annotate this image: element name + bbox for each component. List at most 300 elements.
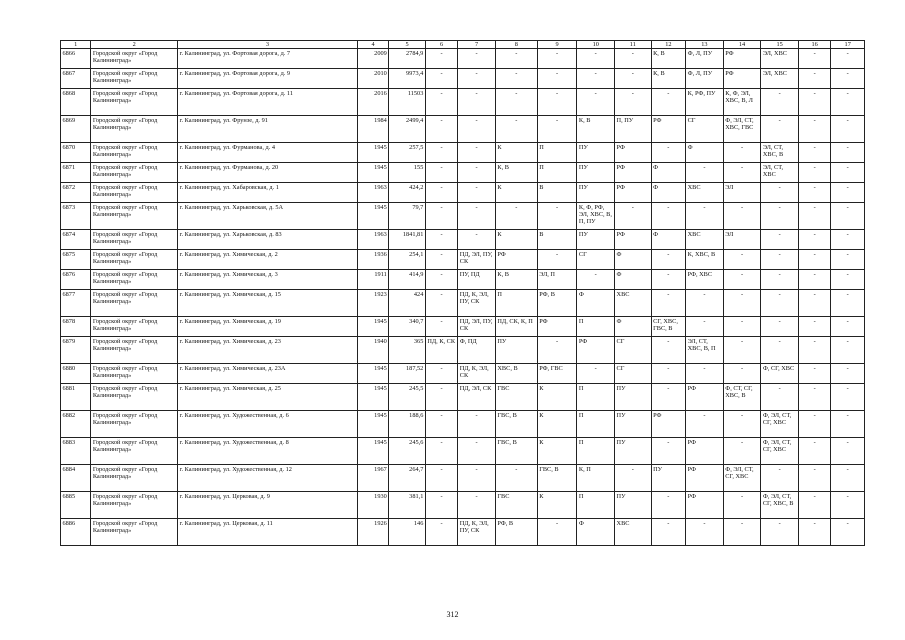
table-cell: - [458,183,496,203]
table-cell: 2009 [357,49,388,69]
table-cell: РФ [723,49,761,69]
table-cell: Городской округ «Город Калининград» [91,203,178,230]
table-cell: 6873 [61,203,91,230]
table-cell: Ф [615,250,652,270]
table-cell: г. Калининград, ул. Химическая, д. 25 [178,384,358,411]
table-row [61,163,865,183]
table-cell: - [458,492,496,519]
table-cell: - [798,364,830,384]
table-cell: - [495,465,537,492]
table-cell: СГ [577,250,615,270]
table-cell: П [577,384,615,411]
table-cell: П [537,143,577,163]
table-cell: - [723,203,761,230]
table-cell: К, ХВС, В [686,250,724,270]
table-cell: П [577,411,615,438]
table-cell: - [761,230,799,250]
table-cell: 6882 [61,411,91,438]
table-cell: г. Калининград, ул. Химическая, д. 23А [178,364,358,384]
table-cell: ПД, К, ЭЛ, ПУ, СК [458,519,496,546]
table-cell: - [831,317,865,337]
table-row [61,89,865,116]
table-cell: - [651,384,686,411]
table-cell: Городской округ «Город Калининград» [91,143,178,163]
table-cell: 414,9 [389,270,426,290]
table-cell: - [798,317,830,337]
table-cell: - [425,384,457,411]
table-cell: - [798,337,830,364]
table-cell: 365 [389,337,426,364]
table-cell: ЭЛ [723,183,761,203]
table-cell: 187,52 [389,364,426,384]
table-cell: - [686,163,724,183]
table-cell: Городской округ «Город Калининград» [91,89,178,116]
table-cell: - [798,290,830,317]
table-cell: П [537,163,577,183]
table-cell: - [577,49,615,69]
table-cell: ХВС [615,519,652,546]
table-row [61,337,865,364]
table-cell: РФ [686,438,724,465]
table-cell: К [537,492,577,519]
table-cell: РФ, В [495,519,537,546]
table-row [61,270,865,290]
table-cell: - [831,411,865,438]
table-cell: - [425,69,457,89]
column-number-header: 11 [615,41,652,49]
table-cell: 1945 [357,411,388,438]
table-cell: - [798,270,830,290]
table-cell: Ф, ЭЛ, СТ, СГ, ХВС [723,465,761,492]
table-cell: - [615,465,652,492]
table-cell: 1963 [357,183,388,203]
table-cell: 6876 [61,270,91,290]
table-cell: 254,1 [389,250,426,270]
table-cell: - [458,49,496,69]
table-cell: Городской округ «Город Калининград» [91,183,178,203]
table-cell: - [798,69,830,89]
table-cell: 245,5 [389,384,426,411]
table-cell: Ф, Л, ПУ [686,69,724,89]
table-cell: РФ, ХВС [686,270,724,290]
table-cell: Ф [577,290,615,317]
table-cell: 6877 [61,290,91,317]
table-cell: РФ [686,492,724,519]
register-table [60,40,865,546]
table-cell: ПУ [577,230,615,250]
table-cell: 6869 [61,116,91,143]
table-row [61,230,865,250]
table-cell: 6886 [61,519,91,546]
table-cell: 6881 [61,384,91,411]
table-cell: - [651,89,686,116]
table-cell: ХВС [686,183,724,203]
table-cell: - [798,116,830,143]
table-cell: РФ, В [537,290,577,317]
column-number-header: 2 [91,41,178,49]
table-cell: К, В [495,270,537,290]
table-cell: 6883 [61,438,91,465]
column-number-header: 6 [425,41,457,49]
table-cell: - [798,143,830,163]
table-cell: - [831,49,865,69]
table-cell: г. Калининград, ул. Художественная, д. 12 [178,465,358,492]
table-cell: - [458,116,496,143]
table-cell: К [537,384,577,411]
table-cell: - [458,143,496,163]
table-cell: В [537,230,577,250]
table-cell: ПУ [615,411,652,438]
table-cell: - [577,270,615,290]
table-cell: 1926 [357,519,388,546]
table-cell: - [831,337,865,364]
table-cell: - [651,337,686,364]
table-cell: г. Калининград, ул. Харьковская, д. 5А [178,203,358,230]
table-cell: РФ [577,337,615,364]
table-cell: ПУ [577,143,615,163]
table-cell: г. Калининград, ул. Фортовая дорога, д. 9 [178,69,358,89]
table-cell: - [798,465,830,492]
table-cell: Ф, СТ, СГ, ХВС, В [723,384,761,411]
table-cell: - [686,317,724,337]
table-cell: - [723,364,761,384]
table-cell: - [798,183,830,203]
table-cell: - [615,89,652,116]
table-cell: - [798,250,830,270]
table-cell: г. Калининград, ул. Церковая, д. 9 [178,492,358,519]
table-cell: - [831,203,865,230]
column-number-header: 14 [723,41,761,49]
table-cell: 6878 [61,317,91,337]
table-cell: - [425,411,457,438]
table-cell: - [458,69,496,89]
table-row [61,250,865,270]
table-cell: 2784,9 [389,49,426,69]
table-cell: - [425,49,457,69]
table-cell: - [831,519,865,546]
table-cell: 1967 [357,465,388,492]
column-number-header: 7 [458,41,496,49]
table-cell: ПД, К, СК [425,337,457,364]
table-cell: - [651,438,686,465]
table-cell: 79,7 [389,203,426,230]
table-cell: П, ПУ [615,116,652,143]
table-cell: 245,6 [389,438,426,465]
table-cell: ПУ [615,438,652,465]
table-row [61,203,865,230]
table-cell: 1945 [357,317,388,337]
table-cell: - [761,519,799,546]
table-cell: ПД, СК, К, П [495,317,537,337]
table-row [61,116,865,143]
table-cell: - [425,317,457,337]
table-cell: Городской округ «Город Калининград» [91,250,178,270]
table-cell: - [425,163,457,183]
table-row [61,384,865,411]
table-cell: 257,5 [389,143,426,163]
table-cell: РФ [537,317,577,337]
table-cell: К [537,411,577,438]
table-cell: - [686,411,724,438]
table-cell: П [577,317,615,337]
table-cell: - [458,230,496,250]
table-cell: - [615,203,652,230]
table-row [61,438,865,465]
table-cell: ЭЛ, ХВС [761,49,799,69]
table-cell: - [798,492,830,519]
table-cell: ПД, ЭЛ, ПУ, СК [458,317,496,337]
table-cell: К, П [577,465,615,492]
table-cell: К, Ф, ЭЛ, ХВС, В, Л [723,89,761,116]
table-row [61,492,865,519]
table-cell: Городской округ «Город Калининград» [91,49,178,69]
table-cell: Городской округ «Город Калининград» [91,163,178,183]
table-cell: СГ [615,337,652,364]
table-cell: Городской округ «Город Калининград» [91,116,178,143]
table-cell: 188,6 [389,411,426,438]
table-cell: Ф [686,143,724,163]
table-cell: 1940 [357,337,388,364]
table-cell: ПУ [577,183,615,203]
table-cell: 1945 [357,163,388,183]
table-cell: 155 [389,163,426,183]
table-cell: 6866 [61,49,91,69]
table-cell: - [686,364,724,384]
table-cell: 1945 [357,364,388,384]
table-cell: - [537,337,577,364]
table-cell: 1963 [357,230,388,250]
table-cell: - [798,49,830,69]
column-number-header: 10 [577,41,615,49]
table-cell: г. Калининград, ул. Химическая, д. 3 [178,270,358,290]
table-cell: - [761,270,799,290]
table-cell: К, В [577,116,615,143]
table-cell: - [798,411,830,438]
table-cell: 6875 [61,250,91,270]
table-cell: - [425,116,457,143]
table-cell: - [723,317,761,337]
column-number-header: 13 [686,41,724,49]
table-cell: - [651,519,686,546]
table-row [61,317,865,337]
table-cell: ЭЛ [723,230,761,250]
table-cell: Ф [615,317,652,337]
table-cell: г. Калининград, ул. Церковая, д. 11 [178,519,358,546]
table-cell: 6872 [61,183,91,203]
table-cell: ХВС [615,290,652,317]
column-number-header: 17 [831,41,865,49]
table-cell: - [831,384,865,411]
table-cell: г. Калининград, ул. Химическая, д. 23 [178,337,358,364]
table-cell: - [761,250,799,270]
table-cell: ПУ [615,384,652,411]
table-cell: 1984 [357,116,388,143]
table-cell: - [831,230,865,250]
page-number: 312 [446,610,459,619]
table-cell: Городской округ «Город Калининград» [91,492,178,519]
table-cell: - [537,116,577,143]
table-row [61,143,865,163]
table-cell: ПД, К, ЭЛ, СК [458,364,496,384]
table-cell: - [615,69,652,89]
table-cell: ПУ [651,465,686,492]
column-number-header: 3 [178,41,358,49]
table-cell: К, Ф, РФ, ЭЛ, ХВС, В, П, ПУ [577,203,615,230]
table-cell: - [577,89,615,116]
table-cell: ХВС, В [495,364,537,384]
table-cell: Городской округ «Город Калининград» [91,519,178,546]
column-number-header: 12 [651,41,686,49]
table-cell: - [761,89,799,116]
table-cell: г. Калининград, ул. Хабаровская, д. 1 [178,183,358,203]
table-cell: - [831,143,865,163]
table-cell: ПД, ЭЛ, СК [458,384,496,411]
table-cell: ЭЛ, СТ, ХВС, В, П [686,337,724,364]
table-cell: - [577,364,615,384]
table-cell: Городской округ «Город Калининград» [91,364,178,384]
table-cell: Ф, ЭЛ, СТ, СГ, ХВС [761,438,799,465]
table-cell: Городской округ «Город Калининград» [91,69,178,89]
table-cell: - [798,203,830,230]
table-cell: РФ, ГВС [537,364,577,384]
table-cell: - [723,270,761,290]
table-cell: - [831,69,865,89]
table-cell: Ф [615,270,652,290]
table-cell: - [723,438,761,465]
table-cell: ЭЛ, ХВС [761,69,799,89]
table-row [61,69,865,89]
table-cell: - [425,230,457,250]
column-number-header: 1 [61,41,91,49]
table-cell: К, РФ, ПУ [686,89,724,116]
table-cell: - [798,89,830,116]
table-cell: - [458,89,496,116]
table-cell: - [651,203,686,230]
table-cell: 11503 [389,89,426,116]
table-cell: 1945 [357,143,388,163]
column-number-header: 4 [357,41,388,49]
table-cell: - [761,337,799,364]
table-cell: - [425,203,457,230]
table-cell: - [761,290,799,317]
table-cell: г. Калининград, ул. Фурманова, д. 20 [178,163,358,183]
table-cell: - [425,270,457,290]
table-cell: - [495,69,537,89]
table-cell: 424 [389,290,426,317]
table-cell: г. Калининград, ул. Химическая, д. 2 [178,250,358,270]
table-row [61,290,865,317]
table-cell: г. Калининград, ул. Художественная, д. 8 [178,438,358,465]
table-cell: - [425,465,457,492]
table-cell: - [495,116,537,143]
table-cell: - [425,364,457,384]
column-number-row [61,41,865,49]
table-cell: - [425,250,457,270]
table-cell: г. Калининград, ул. Фрунзе, д. 91 [178,116,358,143]
table-cell: г. Калининград, ул. Художественная, д. 6 [178,411,358,438]
table-cell: г. Калининград, ул. Фурманова, д. 4 [178,143,358,163]
table-cell: Ф, СГ, ХВС [761,364,799,384]
table-cell: г. Калининград, ул. Химическая, д. 15 [178,290,358,317]
table-cell: П [495,290,537,317]
table-cell: 6884 [61,465,91,492]
table-cell: - [495,49,537,69]
table-cell: - [723,143,761,163]
table-cell: - [458,438,496,465]
table-cell: - [425,89,457,116]
table-cell: - [495,89,537,116]
table-cell: 2499,4 [389,116,426,143]
table-cell: 2016 [357,89,388,116]
table-cell: Ф, ПД [458,337,496,364]
table-cell: - [798,230,830,250]
table-cell: К [495,230,537,250]
table-cell: - [537,89,577,116]
column-number-header: 15 [761,41,799,49]
table-cell: - [537,203,577,230]
table-cell: - [761,317,799,337]
table-cell: Ф, ЭЛ, СТ, СГ, ХВС, В [761,492,799,519]
table-body [61,49,865,546]
table-cell: 6885 [61,492,91,519]
table-cell: 340,7 [389,317,426,337]
table-cell: 6868 [61,89,91,116]
table-cell: СГ [686,116,724,143]
table-cell: - [723,290,761,317]
table-cell: - [458,411,496,438]
table-cell: - [425,438,457,465]
table-cell: г. Калининград, ул. Химическая, д. 19 [178,317,358,337]
table-cell: ПД, ЭЛ, ПУ, СК [458,250,496,270]
table-cell: - [651,270,686,290]
table-cell: ГВС, В [495,438,537,465]
table-cell: Ф [651,230,686,250]
table-cell: - [537,250,577,270]
table-cell: К, В [651,49,686,69]
table-row [61,411,865,438]
table-cell: - [651,143,686,163]
table-cell: - [615,49,652,69]
table-cell: РФ [651,411,686,438]
table-cell: - [495,203,537,230]
table-cell: 1841,81 [389,230,426,250]
table-cell: - [831,89,865,116]
table-cell: РФ [686,465,724,492]
column-number-header: 5 [389,41,426,49]
table-cell: - [831,364,865,384]
table-cell: Ф [577,519,615,546]
table-cell: - [831,116,865,143]
table-cell: - [831,438,865,465]
table-cell: Ф [651,163,686,183]
table-cell: ГВС [495,492,537,519]
table-cell: - [651,492,686,519]
table-cell: - [686,203,724,230]
table-cell: 2010 [357,69,388,89]
table-cell: К, В [651,69,686,89]
table-row [61,465,865,492]
table-cell: - [723,411,761,438]
table-cell: П [577,438,615,465]
table-cell: - [831,270,865,290]
table-row [61,519,865,546]
table-cell: ПУ, ПД [458,270,496,290]
table-cell: Ф, ЭЛ, СТ, ХВС, ГВС [723,116,761,143]
column-number-header: 16 [798,41,830,49]
table-cell: Ф, ЭЛ, СТ, СГ, ХВС [761,411,799,438]
table-cell: 1930 [357,492,388,519]
table-cell: 6874 [61,230,91,250]
